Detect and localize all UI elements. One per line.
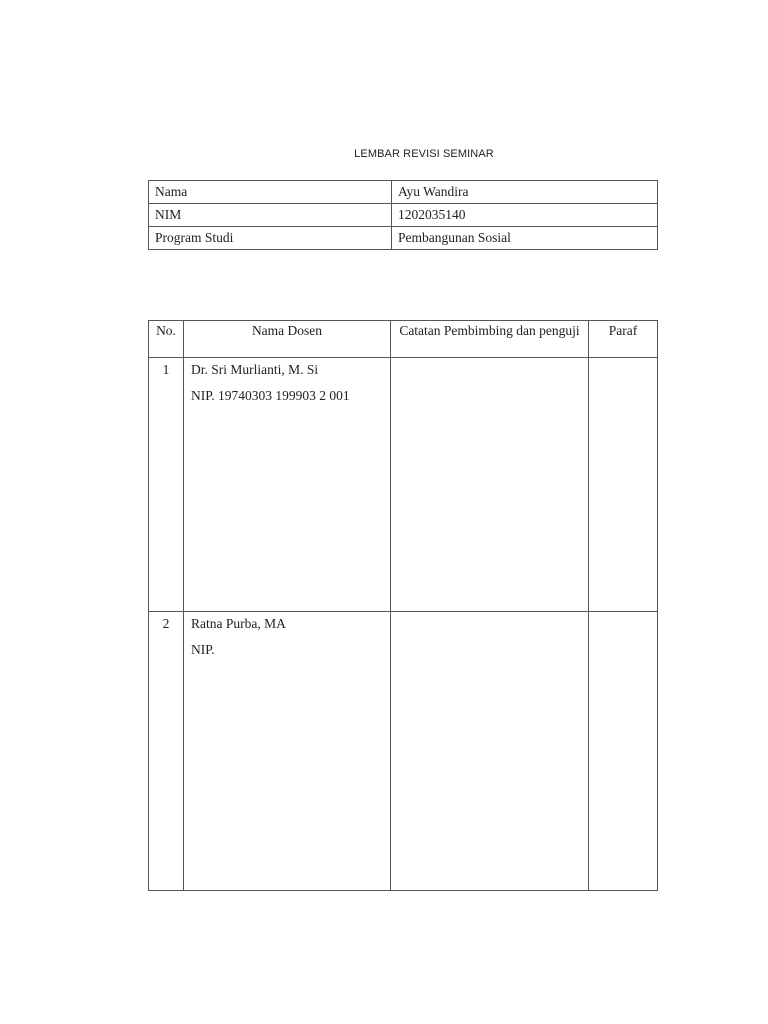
revision-table <box>148 320 658 891</box>
info-value-nim: 1202035140 <box>392 204 658 227</box>
info-label-nama: Nama <box>149 181 392 204</box>
info-row-nama <box>149 181 658 204</box>
lecturer-name: Ratna Purba, MA <box>191 616 286 631</box>
header-paraf: Paraf <box>589 321 658 358</box>
student-info-table <box>148 180 658 250</box>
table-row <box>149 358 658 612</box>
lecturer-name: Dr. Sri Murlianti, M. Si <box>191 362 319 377</box>
lecturer-nip: NIP. <box>191 642 215 657</box>
row-number: 1 <box>149 358 184 612</box>
header-nama-dosen: Nama Dosen <box>184 321 391 358</box>
revision-header-row <box>149 321 658 358</box>
table-row <box>149 612 658 891</box>
header-catatan: Catatan Pembimbing dan penguji <box>391 321 589 358</box>
header-no: No. <box>149 321 184 358</box>
lecturer-nip: NIP. 19740303 199903 2 001 <box>191 388 350 403</box>
info-label-program-studi: Program Studi <box>149 227 392 250</box>
info-row-nim <box>149 204 658 227</box>
notes-cell <box>391 612 589 891</box>
lecturer-cell <box>184 612 391 891</box>
lecturer-cell <box>184 358 391 612</box>
notes-cell <box>391 358 589 612</box>
info-value-program-studi: Pembangunan Sosial <box>392 227 658 250</box>
signature-cell <box>589 358 658 612</box>
info-row-program-studi <box>149 227 658 250</box>
info-label-nim: NIM <box>149 204 392 227</box>
document-title: LEMBAR REVISI SEMINAR <box>354 148 494 160</box>
info-value-nama: Ayu Wandira <box>392 181 658 204</box>
row-number: 2 <box>149 612 184 891</box>
signature-cell <box>589 612 658 891</box>
